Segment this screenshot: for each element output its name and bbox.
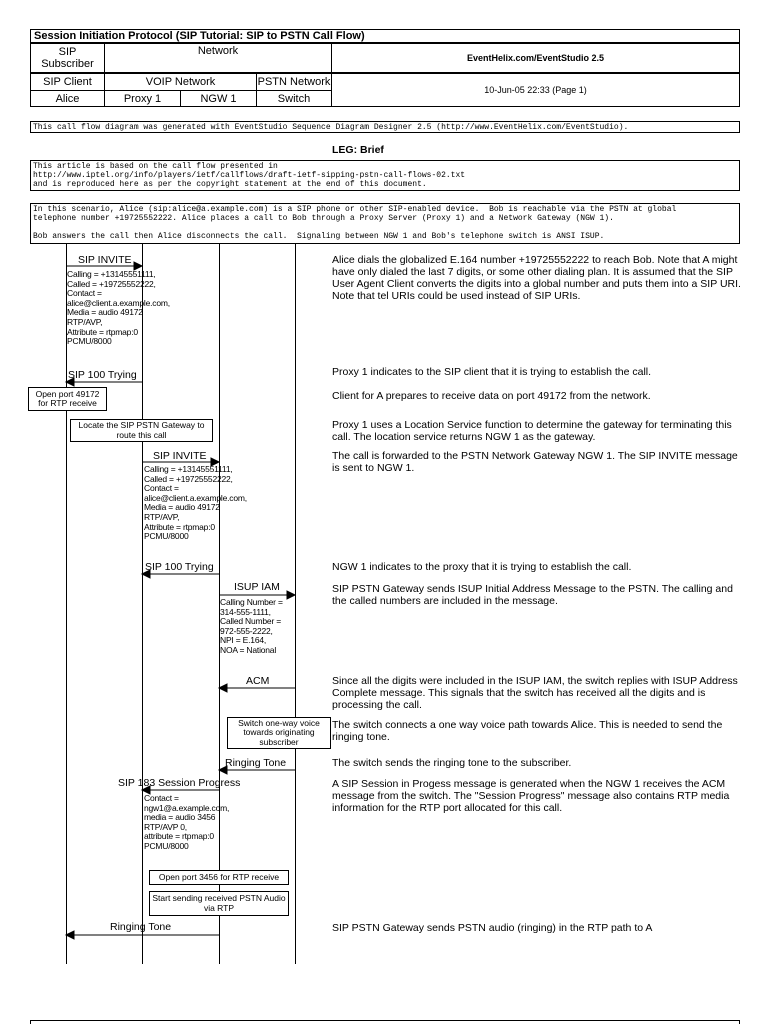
scenario-note: In this scenario, Alice (sip:alice@a.example.com) is a SIP phone or other SIP-enabled device. Bob is reachable via the PSTN at global telephone number +19725552222. Alice places a call to Bob through a Proxy Server (Proxy 1) and a Network Gateway (NGW 1). Bob answers the call then Alice disconnects the call. Signaling between NGW 1 and Bob's telephone switch is ANSI ISUP. bbox=[30, 203, 740, 244]
timestamp-label: 10-Jun-05 22:33 (Page 1) bbox=[484, 85, 587, 95]
header-switch: Switch bbox=[256, 90, 332, 107]
msg-invite1-label: SIP INVITE bbox=[78, 254, 132, 266]
remark-10: The switch sends the ringing tone to the subscriber. bbox=[332, 757, 572, 769]
msg-trying1-label: SIP 100 Trying bbox=[68, 369, 137, 381]
header-sip-client: SIP Client bbox=[30, 73, 105, 91]
remark-2: Proxy 1 indicates to the SIP client that it is trying to establish the call. bbox=[332, 366, 652, 378]
remark-11: A SIP Session in Progess message is generated when the NGW 1 receives the ACM message from the switch. The "Session Progress" message also contains RTP media information for the RTP port allocated for this call. bbox=[332, 778, 730, 814]
footer-frame-right bbox=[739, 1020, 740, 1024]
remark-12: SIP PSTN Gateway sends PSTN audio (ringing) in the RTP path to A bbox=[332, 922, 653, 934]
header-sip-subscriber: SIP Subscriber bbox=[30, 43, 105, 73]
action-open-port-alice: Open port 49172 for RTP receive bbox=[28, 387, 107, 411]
generator-label: EventHelix.com/EventStudio 2.5 bbox=[466, 53, 605, 63]
remark-6: NGW 1 indicates to the proxy that it is trying to establish the call. bbox=[332, 561, 632, 573]
arrowhead-isup-iam bbox=[287, 591, 295, 599]
msg-trying2-label: SIP 100 Trying bbox=[145, 561, 214, 573]
article-note: This article is based on the call flow presented in http://www.iptel.org/info/players/ietf/callflows/draft-ietf-sipping-pstn-call-flows-02.txt and is reproduced here as per the copyright statement at the end of this document. bbox=[30, 160, 740, 191]
action-locate-gateway: Locate the SIP PSTN Gateway to route this call bbox=[70, 419, 213, 442]
remark-4: Proxy 1 uses a Location Service function to determine the gateway for terminating this call. The location service returns NGW 1 as the gateway. bbox=[332, 419, 732, 443]
action-switch-voice: Switch one-way voice towards originating subscriber bbox=[227, 717, 331, 749]
remark-9: The switch connects a one way voice path towards Alice. This is needed to send the ringing tone. bbox=[332, 719, 723, 743]
msg-acm-label: ACM bbox=[246, 675, 270, 687]
page-title: Session Initiation Protocol (SIP Tutorial: SIP to PSTN Call Flow) bbox=[34, 30, 365, 42]
msg-isup-params: Calling Number = 314-555-1111, Called Number = 972-555-2222, NPI = E.164, NOA = National bbox=[220, 597, 283, 655]
remark-5: The call is forwarded to the PSTN Network Gateway NGW 1. The SIP INVITE message is sent to NGW 1. bbox=[332, 450, 738, 474]
header-network: Network bbox=[104, 43, 332, 73]
action-start-sending: Start sending received PSTN Audio via RTP bbox=[149, 891, 289, 916]
remark-3: Client for A prepares to receive data on port 49172 from the network. bbox=[332, 390, 651, 402]
msg-ringing1-label: Ringing Tone bbox=[225, 757, 287, 769]
generated-note: This call flow diagram was generated with EventStudio Sequence Diagram Designer 2.5 (http://www.EventHelix.com/EventStudio). bbox=[30, 121, 740, 133]
msg-invite1-params: Calling = +13145551111, Called = +19725552222, Contact = alice@client.a.example.com, Media = audio 49172 RTP/AVP, Attribute = rtpmap:0 PCMU/8000 bbox=[67, 269, 170, 347]
msg-invite2-params: Calling = +13145551111, Called = +19725552222, Contact = alice@client.a.example.com, Media = audio 49172 RTP/AVP, Attribute = rtpmap:0 PCMU/8000 bbox=[144, 464, 247, 542]
leg-label: LEG: Brief bbox=[332, 144, 384, 156]
action-open-port-ngw: Open port 3456 for RTP receive bbox=[149, 870, 289, 885]
header-proxy1: Proxy 1 bbox=[104, 90, 181, 107]
remark-8: Since all the digits were included in the ISUP IAM, the switch replies with ISUP Address Complete message. This signals that the switch has received all the digits and is processing the call. bbox=[332, 675, 738, 711]
header-pstn-network: PSTN Network bbox=[256, 73, 332, 91]
msg-isup-iam-label: ISUP IAM bbox=[234, 581, 280, 593]
arrowhead-ringing2 bbox=[66, 931, 74, 939]
msg-invite2-label: SIP INVITE bbox=[153, 450, 207, 462]
remark-7: SIP PSTN Gateway sends ISUP Initial Address Message to the PSTN. The calling and the called numbers are included in the message. bbox=[332, 583, 733, 607]
footer-frame-left bbox=[30, 1020, 31, 1024]
msg-session-progress-params: Contact = ngw1@a.example.com, media = audio 3456 RTP/AVP 0, attribute = rtpmap:0 PCMU/8000 bbox=[144, 793, 230, 851]
header-voip-network: VOIP Network bbox=[104, 73, 257, 91]
footer-frame-top bbox=[30, 1020, 740, 1021]
remark-1: Alice dials the globalized E.164 number +19725552222 to reach Bob. Note that A might have only dialed the last 7 digits, or some other dialing plan. It is assumed that the SIP User Agent Client converts the digits into a global number and puts them into a SIP URI. Note that tel URIs could be used instead of SIP URIs. bbox=[332, 254, 741, 302]
header-alice: Alice bbox=[30, 90, 105, 107]
header-ngw1: NGW 1 bbox=[180, 90, 257, 107]
msg-session-progress-label: SIP 183 Session Progress bbox=[118, 777, 241, 789]
msg-ringing2-label: Ringing Tone bbox=[110, 921, 172, 933]
arrowhead-acm bbox=[219, 684, 227, 692]
